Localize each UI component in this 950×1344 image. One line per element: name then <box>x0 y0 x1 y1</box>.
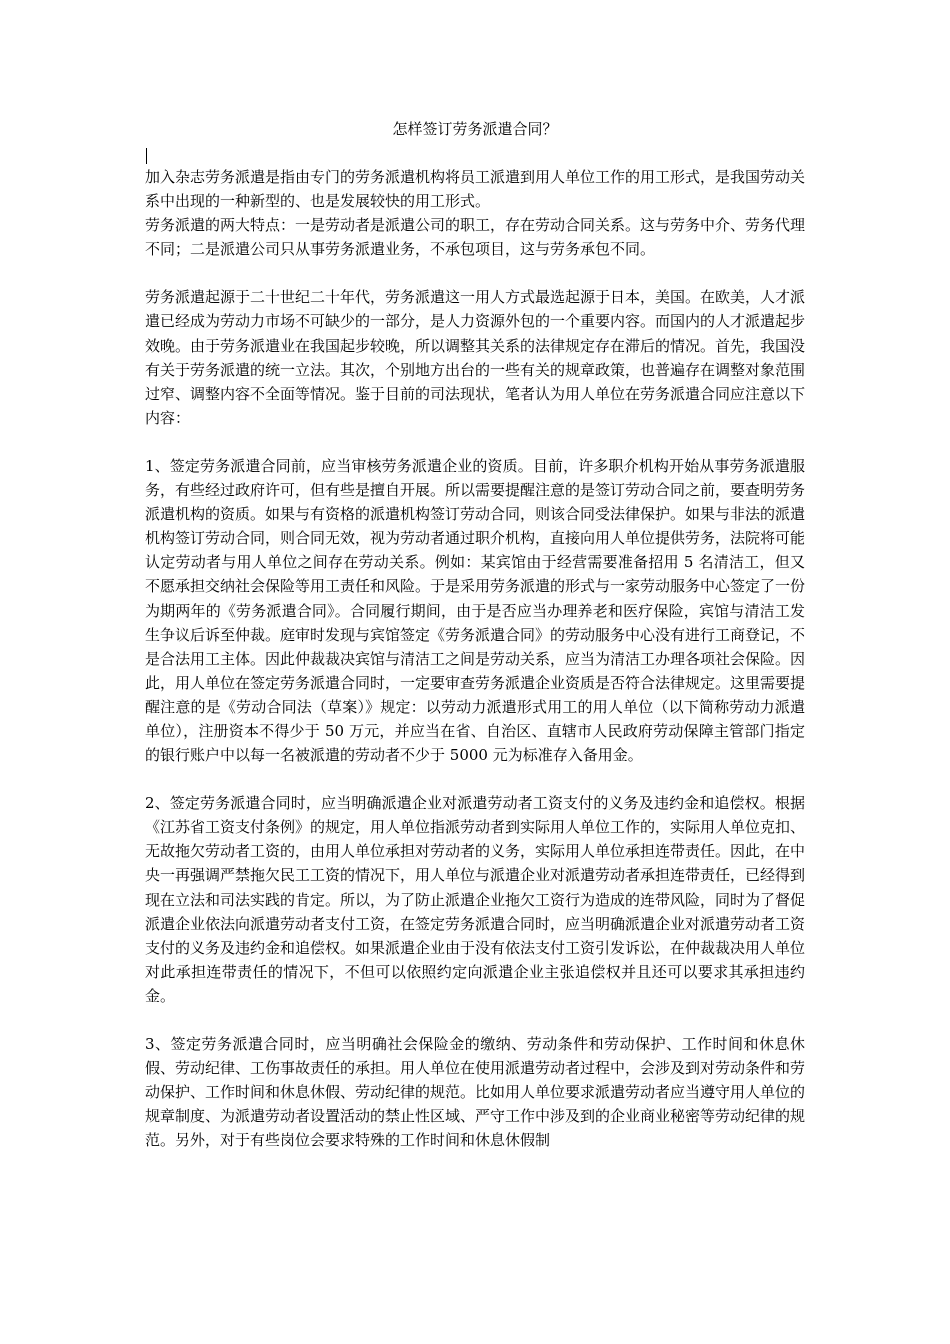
document-body <box>145 165 805 1152</box>
paragraph-features: 劳务派遣的两大特点：一是劳动者是派遣公司的职工，存在劳动合同关系。这与劳务中介、劳务代理不同；二是派遣公司只从事劳务派遣业务，不承包项目，这与劳务承包不同。 <box>145 216 806 259</box>
paragraph-point-1: 1、签定劳务派遣合同前，应当审核劳务派遣企业的资质。目前，许多职介机构开始从事劳务派遣服务，有些经过政府许可，但有些是擅自开展。所以需要提醒注意的是签订劳动合同之前，要查明劳务派遣机构的资质。如果与有资格的派遣机构签订劳动合同，则该合同受法律保护。如果与非法的派遣机构签订劳动合同，则合同无效，视为劳动者通过职介机构，直接向用人单位提供劳务，法院将可能认定劳动者与用人单位之间存在劳动关系。例如：某宾馆由于经营需要准备招用 5 名清洁工，但又不愿承担交纳社会保险等用工责任和风险。于是采用劳务派遣的形式与一家劳动服务中心签定了一份为期两年的《劳务派遣合同》。合同履行期间，由于是否应当办理养老和医疗保险，宾馆与清洁工发生争议后诉至仲裁。庭审时发现与宾馆签定《劳务派遣合同》的劳动服务中心没有进行工商登记，不是合法用工主体。因此仲裁裁决宾馆与清洁工之间是劳动关系，应当为清洁工办理各项社会保险。因此，用人单位在签定劳务派遣合同时，一定要审查劳务派遣企业资质是否符合法律规定。这里需要提醒注意的是《劳动合同法（草案）》规定：以劳动力派遣形式用工的用人单位（以下简称劳动力派遣单位），注册资本不得少于 50 万元，并应当在省、自治区、直辖市人民政府劳动保障主管部门指定的银行账户中以每一名被派遣的劳动者不少于 5000 元为标准存入备用金。 <box>145 456 806 765</box>
text-cursor <box>146 148 147 164</box>
paragraph-point-3: 3、签定劳务派遣合同时，应当明确社会保险金的缴纳、劳动条件和劳动保护、工作时间和休息休假、劳动纪律、工伤事故责任的承担。用人单位在使用派遣劳动者过程中，会涉及到对劳动条件和劳动保护、工作时间和休息休假、劳动纪律的规范。比如用人单位要求派遣劳动者应当遵守用人单位的规章制度、为派遣劳动者设置活动的禁止性区域、严守工作中涉及到的企业商业秘密等劳动纪律的规范。另外，对于有些岗位会要求特殊的工作时间和休息休假制 <box>145 1035 806 1150</box>
paragraph-point-2: 2、签定劳务派遣合同时，应当明确派遣企业对派遣劳动者工资支付的义务及违约金和追偿权。根据《江苏省工资支付条例》的规定，用人单位指派劳动者到实际用人单位工作的，实际用人单位克扣、无故拖欠劳动者工资的，由用人单位承担对劳动者的义务，实际用人单位承担连带责任。因此，在中央一再强调严禁拖欠民工工资的情况下，用人单位与派遣企业对派遣劳动者承担连带责任，已经得到现在立法和司法实践的肯定。所以，为了防止派遣企业拖欠工资行为造成的连带风险，同时为了督促派遣企业依法向派遣劳动者支付工资，在签定劳务派遣合同时，应当明确派遣企业对派遣劳动者工资支付的义务及违约金和追偿权。如果派遣企业由于没有依法支付工资引发诉讼，在仲裁裁决用人单位对此承担连带责任的情况下，不但可以依照约定向派遣企业主张追偿权并且还可以要求其承担违约金。 <box>145 794 806 1005</box>
paragraph-definition: 加入杂志劳务派遣是指由专门的劳务派遣机构将员工派遣到用人单位工作的用工形式，是我国劳动关系中出现的一种新型的、也是发展较快的用工形式。 <box>145 168 806 211</box>
document-title: 怎样签订劳务派遣合同？ <box>392 120 558 138</box>
paragraph-origin: 劳务派遣起源于二十世纪二十年代，劳务派遣这一用人方式最选起源于日本，美国。在欧美，人才派遣已经成为劳动力市场不可缺少的一部分，是人力资源外包的一个重要内容。而国内的人才派遣起步效晚。由于劳务派遣业在我国起步较晚，所以调整其关系的法律规定存在滞后的情况。首先，我国没有关于劳务派遣的统一立法。其次，个别地方出台的一些有关的规章政策，也普遍存在调整对象范围过窄、调整内容不全面等情况。鉴于目前的司法现状，笔者认为用人单位在劳务派遣合同应注意以下内容： <box>145 288 806 427</box>
